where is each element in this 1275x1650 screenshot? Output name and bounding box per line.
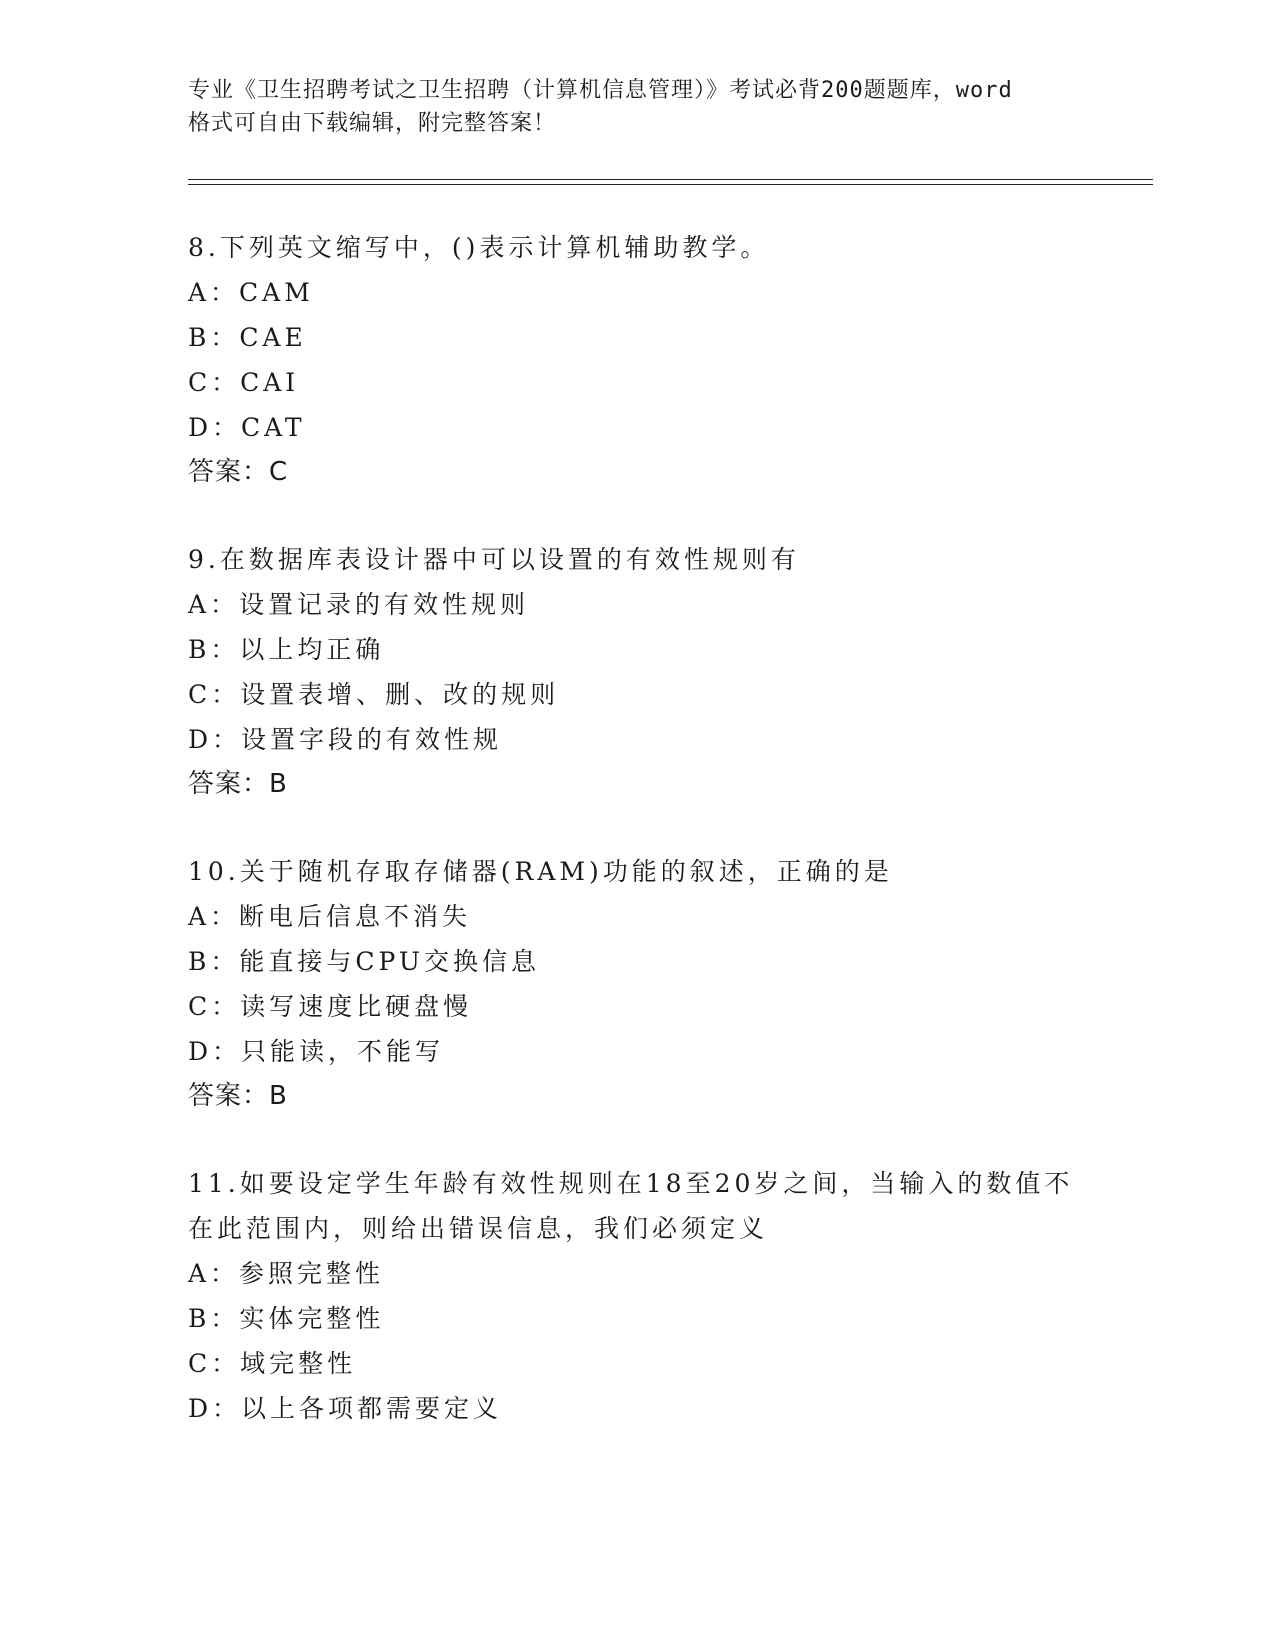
option-c: C：读写速度比硬盘慢 [188,992,473,1021]
answer: 答案：B [188,769,288,799]
option-d: D：只能读，不能写 [188,1037,445,1066]
option-c: C：域完整性 [188,1349,357,1378]
option-a: A：CAM [188,278,314,307]
header-line-1: 专业《卫生招聘考试之卫生招聘（计算机信息管理）》考试必背200题题库，word [188,78,1013,103]
option-b: B：实体完整性 [188,1304,385,1333]
option-c: C：CAI [188,368,300,397]
option-b: B：以上均正确 [188,635,385,664]
option-d: D：CAT [188,413,306,442]
header-divider-top [188,179,1153,180]
question-10 [188,849,1153,1119]
question-8 [188,225,1153,495]
option-a: A：断电后信息不消失 [188,902,472,931]
document-page [188,0,1153,1650]
header-divider-bottom [188,184,1153,185]
document-header [188,74,1108,140]
option-d: D：以上各项都需要定义 [188,1394,503,1423]
option-c: C：设置表增、删、改的规则 [188,680,560,709]
option-a: A：设置记录的有效性规则 [188,590,530,619]
question-stem: 9.在数据库表设计器中可以设置的有效性规则有 [188,545,800,574]
option-d: D：设置字段的有效性规 [188,725,503,754]
answer: 答案：B [188,1081,288,1111]
answer: 答案：C [188,457,289,487]
question-11 [188,1161,1153,1431]
question-stem: 8.下列英文缩写中，()表示计算机辅助教学。 [188,233,770,262]
question-stem-line-2: 在此范围内，则给出错误信息，我们必须定义 [188,1214,769,1243]
header-line-2: 格式可自由下载编辑，附完整答案！ [188,111,557,136]
option-b: B：能直接与CPU交换信息 [188,947,540,976]
question-stem-line-1: 11.如要设定学生年龄有效性规则在18至20岁之间，当输入的数值不 [188,1169,1074,1198]
question-9 [188,537,1153,807]
option-b: B：CAE [188,323,307,352]
option-a: A：参照完整性 [188,1259,385,1288]
question-stem: 10.关于随机存取存储器(RAM)功能的叙述，正确的是 [188,857,893,886]
